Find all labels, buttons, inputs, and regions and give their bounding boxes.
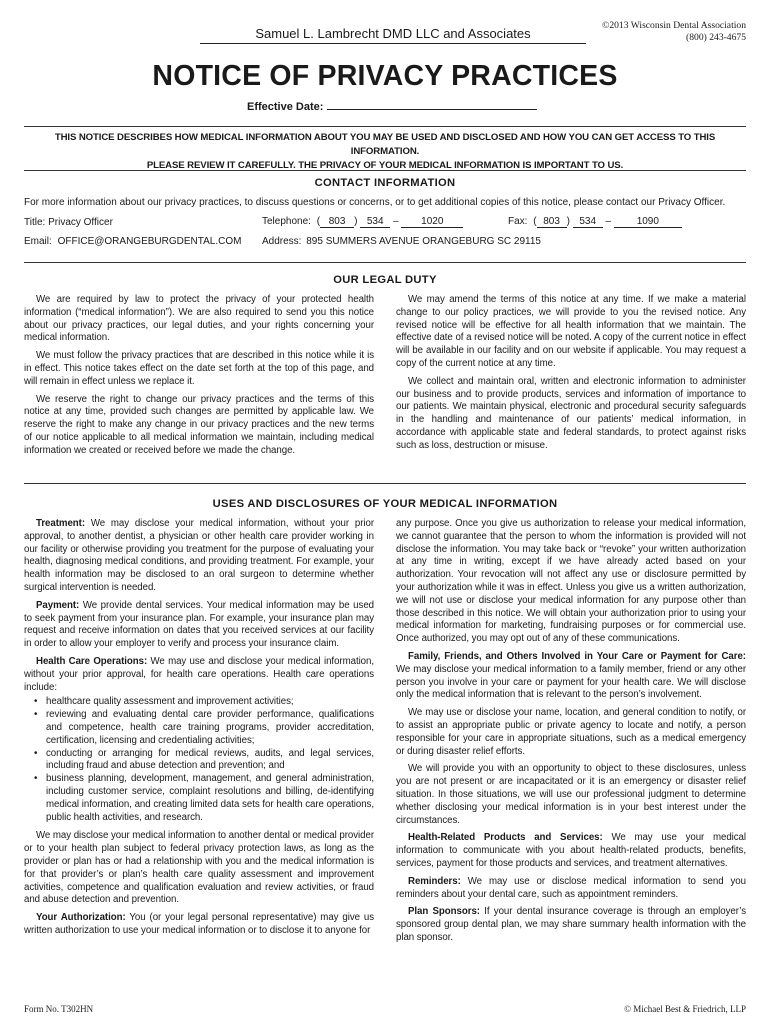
notify-paragraph: We may use or disclose your name, location, and general condition to notify, or to assist an appropriate public or private agency to locate and notify, a person responsible for your care in appropriate situations, such as a medical emergency or during disaster relief efforts.: [396, 707, 746, 757]
authorization-label: Your Authorization:: [36, 912, 126, 924]
hco-list: [24, 696, 374, 824]
hco-text: We may use and disclose your medical information, without your prior approval, for health care operations. Health care operations include:: [24, 655, 375, 693]
uses-left-column: [24, 518, 374, 943]
email-value: OFFICE@ORANGEBURGDENTAL.COM: [57, 236, 242, 247]
contact-intro: For more information about our privacy practices, to discuss questions or concerns, or to get additional copies of this notice, please contact our Privacy Officer.: [24, 197, 726, 208]
legal-duty-heading: OUR LEGAL DUTY: [333, 274, 437, 286]
list-item: • reviewing and evaluating dental care provider performance, qualifications and competence, health care training programs, provider accreditation, certification, licensing and credentialing activities;: [24, 709, 374, 747]
notice-banner: [24, 131, 746, 173]
legal-duty-right-column: [396, 294, 746, 458]
divider: [24, 262, 746, 263]
address-row: [262, 236, 541, 247]
form-number: Form No. T302HN: [24, 1004, 94, 1014]
plan-sponsors-text: If your dental insurance coverage is through an employer’s sponsored group dental plan, we may share summary health information with the plan sponsor.: [396, 906, 746, 943]
effective-date-field: [327, 101, 537, 110]
authorization-continued: any purpose. Once you give us authorization to release your medical information, we cannot guarantee that the person to whom the information is provided will not disclose the information. You may take back or “revoke” your written authorization at any time in writing, except if we have already acted based on your authorization. Your revocation will not affect any use or disclosure permitted by your authorization while it was in effect. Unless you give us a written authorization, we will not use or disclose your medical information for any purpose other than those described in this notice. We will obtain your authorization prior to using your medical information for marketing, fundraising purposes or for commercial use. Once authorized, you may opt out of any of these communications.: [396, 518, 746, 645]
copyright-text: ©2013 Wisconsin Dental Association: [602, 20, 746, 31]
family-paragraph: [396, 651, 746, 702]
object-paragraph: We will provide you with an opportunity to object to these disclosures, unless you are not present or are incapacitated or it is an emergency or disaster relief situation. In those situations, we will use our professional judgment to determine whether disclosing your medical information is in your best interest under the circumstances.: [396, 763, 746, 826]
uses-right-column: [396, 518, 746, 950]
list-item: • conducting or arranging for medical reviews, audits, and legal services, including fraud and abuse detection and prevention; and: [24, 748, 374, 774]
treatment-label: Treatment:: [36, 518, 86, 529]
copyright-block: [602, 20, 746, 44]
health-products-paragraph: [396, 832, 746, 870]
title-row: [24, 217, 113, 228]
treatment-text: We may disclose your medical information, without your prior approval, to another dentist, a physician or other health care provider working in our facility or otherwise providing you treatment for the purpose of evaluating your health, diagnosing medical conditions, and providing treatment. For example, your health information may be disclosed to an oral surgeon to determine whether surgical intervention is needed.: [24, 518, 374, 593]
fax-area: 803: [537, 216, 567, 228]
fax-row: Fax: ( 803 ) 534 – 1090: [508, 216, 682, 228]
notice-line-1: THIS NOTICE DESCRIBES HOW MEDICAL INFORMATION ABOUT YOU MAY BE USED AND DISCLOSED AND HOW YOU CAN GET ACCESS TO THIS INFORMATION.: [54, 132, 716, 157]
hco-paragraph: [24, 656, 374, 694]
tel-area: 803: [320, 216, 354, 228]
page-title: NOTICE OF PRIVACY PRACTICES: [152, 60, 618, 92]
address-label: Address:: [262, 236, 302, 247]
title-label: Title:: [24, 217, 46, 228]
title-value: Privacy Officer: [48, 217, 113, 228]
telephone-label: Telephone:: [262, 216, 311, 227]
family-label: Family, Friends, and Others Involved in Your Care or Payment for Care:: [408, 650, 746, 662]
paragraph: We must follow the privacy practices that are described in this notice while it is in effect. This notice takes effect on the date set forth at the top of this page, and will remain in effect unless we replace it.: [24, 350, 374, 387]
plan-sponsors-label: Plan Sponsors:: [408, 906, 480, 918]
notice-line-2: PLEASE REVIEW IT CAREFULLY. THE PRIVACY OF YOUR MEDICAL INFORMATION IS IMPORTANT TO US.: [146, 160, 624, 171]
telephone-row: Telephone: ( 803 ) 534 – 1020: [262, 216, 463, 228]
payment-paragraph: [24, 600, 374, 651]
family-text: We may disclose your medical information to a family member, friend or any other person you involve in your care or payment for your health care. We will disclose only the medical information that is relevant to the person’s involvement.: [396, 663, 746, 701]
email-row: [24, 236, 241, 247]
plan-sponsors-paragraph: [396, 906, 746, 944]
fax-label: Fax:: [508, 216, 528, 227]
other-provider-paragraph: We may disclose your medical information to another dental or medical provider or to your health plan subject to federal privacy protection laws, as long as the provider or plan has or had a relationship with you and the medical information is for that provider’s or plan’s health care quality assessment and improvement activities, competence and qualification evaluation and review activities, or fraud and abuse detection and prevention.: [24, 830, 374, 906]
address-value: 895 SUMMERS AVENUE ORANGEBURG SC 29115: [306, 236, 541, 247]
paragraph: We reserve the right to change our privacy practices and the terms of this notice at any time, provided such changes are permitted by applicable law. We reserve the right to make any change in our privacy practices and the new terms of our notice applicable to all medical information we maintain, including medical information we created or received before we made the change.: [24, 393, 374, 456]
divider: [24, 126, 746, 127]
reminders-paragraph: [396, 876, 746, 902]
fax-prefix: 534: [573, 216, 603, 228]
reminders-text: We may use or disclose medical information to send you reminders about your dental care, such as appointment reminders.: [396, 875, 746, 900]
paragraph: We may amend the terms of this notice at any time. If we make a material change to our policy practices, we will provide to you the revised notice. Any revised notice will be effective for all health information that we maintain. The effective date of a revised notice will be noted. A copy of the current notice in effect will be available in our facility and on our website if applicable. You may request a copy of the current notice at any time.: [396, 294, 746, 369]
email-label: Email:: [24, 236, 52, 247]
tel-prefix: 534: [360, 216, 390, 228]
authorization-paragraph: [24, 912, 374, 938]
authorization-text: You (or your legal personal representative) may give us written authorization to use your medical information or to disclose it to anyone for: [24, 912, 375, 936]
contact-heading: CONTACT INFORMATION: [314, 177, 456, 189]
effective-date-label: Effective Date:: [247, 101, 324, 113]
list-item: • healthcare quality assessment and improvement activities;: [24, 696, 374, 709]
footer-credit: © Michael Best & Friedrich, LLP: [624, 1004, 746, 1014]
association-phone: (800) 243-4675: [686, 32, 746, 43]
divider: [24, 170, 746, 171]
tel-line: 1020: [401, 216, 463, 228]
paragraph: We are required by law to protect the privacy of your protected health information (“medical information”). We are also required to send you this notice about our privacy practices, our legal duties, and your rights concerning your medical information.: [24, 294, 374, 344]
reminders-label: Reminders:: [408, 875, 461, 887]
payment-text: We provide dental services. Your medical information may be used to seek payment from your insurance plan. For example, your insurance plan may request and receive information on dates that you received services at our facility in order to allow your employer to verify and process your insurance claim.: [24, 599, 374, 650]
list-item: • business planning, development, management, and general administration, including customer service, complaint resolutions and billing, de-identifying medical information, and creating limited data sets for health care operations, public health activities, and research.: [24, 773, 374, 824]
treatment-paragraph: [24, 518, 374, 595]
legal-duty-left-column: [24, 294, 374, 463]
paragraph: We collect and maintain oral, written and electronic information to administer our business and to provide products, services and information of importance to our patients. We maintain physical, electronic and procedural security safeguards in the handling and maintenance of our patients’ medical information, in accordance with applicable state and federal standards, to protect against risks such as loss, destruction or misuse.: [396, 375, 746, 451]
divider: [24, 483, 746, 484]
fax-line: 1090: [614, 216, 682, 228]
payment-label: Payment:: [36, 599, 80, 611]
effective-date: [247, 101, 537, 113]
practice-name: Samuel L. Lambrecht DMD LLC and Associates: [200, 26, 586, 44]
health-products-label: Health-Related Products and Services:: [408, 832, 603, 844]
hco-label: Health Care Operations:: [36, 655, 148, 667]
uses-heading: USES AND DISCLOSURES OF YOUR MEDICAL INFORMATION: [212, 498, 558, 510]
health-products-text: We may use your medical information to communicate with you about health-related products, benefits, services, payment for those products and services, and treatment alternatives.: [396, 832, 746, 869]
